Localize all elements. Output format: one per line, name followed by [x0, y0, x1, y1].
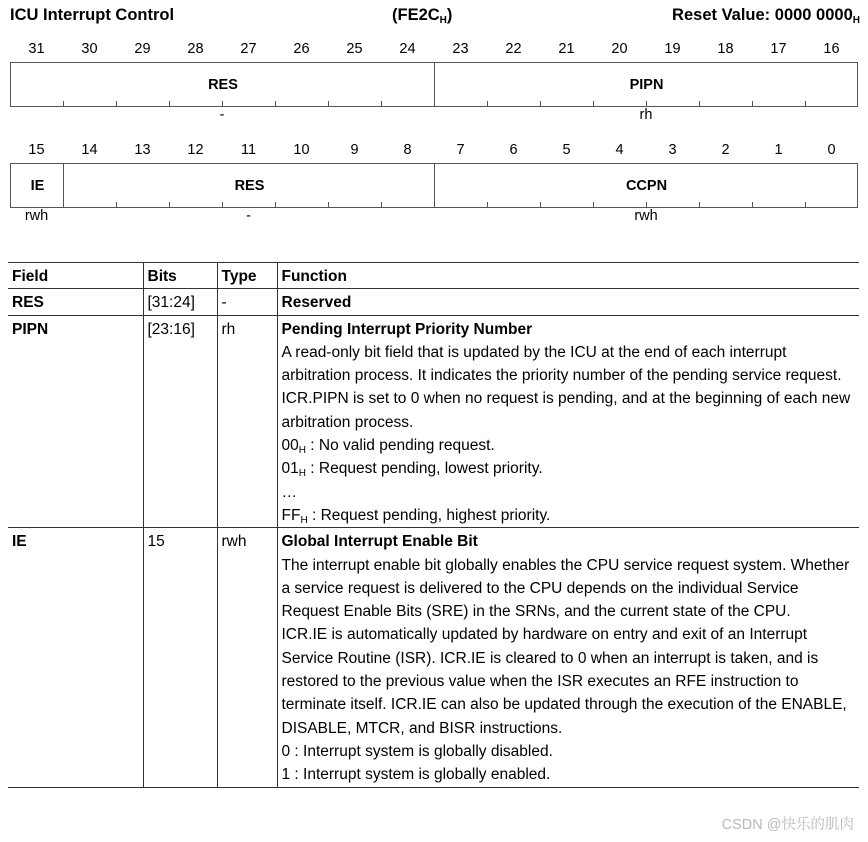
field-description-table: [8, 262, 859, 788]
row-type: -: [217, 289, 277, 315]
bit-number: 26: [293, 41, 310, 57]
bit-number: 14: [81, 142, 98, 158]
function-text: ICR.IE is automatically updated by hardware on entry and exit of an Interrupt Service Routine (ISR). ICR.IE is cleared to 0 when an interrupt is taken, and is restored to the previous value when the ISR executes an RFE instruction to terminate itself. ICR.IE can also be updated through the execution of the ENABLE, DISABLE, MTCR, and BISR instructions.: [281, 626, 847, 737]
bit-number: 6: [509, 142, 518, 158]
row-function: [277, 315, 859, 528]
access-ccpn: rwh: [634, 208, 658, 224]
value-line: 0 : Interrupt system is globally disabled.: [281, 742, 553, 760]
access-ie: rwh: [24, 208, 49, 224]
bit-number: 0: [827, 142, 836, 158]
row-type: rwh: [217, 528, 277, 787]
bit-number: 27: [240, 41, 257, 57]
value-line: 1 : Interrupt system is globally enabled.: [281, 766, 551, 784]
table-row: [8, 289, 859, 315]
bit-number: 12: [187, 142, 204, 158]
header-function: Function: [277, 263, 859, 289]
field-pipn: PIPN: [434, 63, 858, 106]
header-bits: Bits: [143, 263, 217, 289]
bit-number: 30: [81, 41, 98, 57]
row-bits: 15: [143, 528, 217, 787]
access-res-upper: -: [219, 107, 225, 123]
bit-number: 15: [28, 142, 45, 158]
header-type: Type: [217, 263, 277, 289]
table-row: [8, 528, 859, 787]
function-title: Global Interrupt Enable Bit: [281, 533, 478, 551]
header-field: Field: [8, 263, 143, 289]
field-ie: IE: [30, 177, 45, 194]
value-line: $01_H$ : Request pending, lowest priority.: [281, 460, 543, 480]
upper-bit-numbers: [10, 41, 858, 61]
lower-bit-numbers: [10, 142, 858, 162]
bit-number: 25: [346, 41, 363, 57]
row-function-title: Reserved: [277, 289, 859, 315]
bit-number: 17: [770, 41, 787, 57]
access-pipn: rh: [639, 107, 653, 123]
bit-number: 3: [668, 142, 677, 158]
bit-number: 1: [774, 142, 783, 158]
upper-register-row: [10, 62, 858, 107]
row-function: [277, 528, 859, 787]
register-name: ICU Interrupt Control: [10, 6, 175, 24]
bit-number: 7: [456, 142, 465, 158]
bit-number: 5: [562, 142, 571, 158]
function-text: The interrupt enable bit globally enables the CPU service request system. Whether a service request is delivered to the CPU depends on the individual Service Request Enable Bits (SRE) in the SRNs, and the current state of the CPU.: [281, 556, 850, 621]
row-bits: [23:16]: [143, 315, 217, 528]
bit-number: 18: [717, 41, 734, 57]
function-text: A read-only bit field that is updated by the ICU at the end of each interrupt arbitration process. It indicates the priority number of the pending service request. ICR.PIPN is set to 0 when no request is pending, and at the beginning of each new arbitration process.: [281, 343, 851, 431]
field-res-upper: RES: [208, 76, 238, 93]
bit-number: 9: [350, 142, 359, 158]
function-title: Pending Interrupt Priority Number: [281, 320, 533, 338]
bit-number: 16: [823, 41, 840, 57]
register-address: $(FE2C_H)$: [392, 6, 453, 26]
field-ccpn: CCPN: [434, 164, 858, 207]
bit-number: 22: [505, 41, 522, 57]
bit-number: 8: [403, 142, 412, 158]
value-ellipsis: …: [281, 483, 297, 501]
field-res-lower: RES: [63, 164, 435, 207]
row-field: RES: [8, 289, 143, 315]
bit-number: 24: [399, 41, 416, 57]
bit-number: 20: [611, 41, 628, 57]
bit-number: 29: [134, 41, 151, 57]
row-field: PIPN: [8, 315, 143, 528]
bit-number: 19: [664, 41, 681, 57]
bit-number: 2: [721, 142, 730, 158]
row-field: IE: [8, 528, 143, 787]
bit-number: 11: [240, 142, 257, 158]
reset-value: Reset Value: 0000 $0000_H$: [672, 6, 860, 26]
value-line: $FF_H$ : Request pending, highest priority.: [281, 506, 551, 526]
bit-number: 21: [558, 41, 575, 57]
value-line: $00_H$ : No valid pending request.: [281, 437, 495, 457]
bit-number: 23: [452, 41, 469, 57]
bit-number: 31: [28, 41, 45, 57]
row-type: rh: [217, 315, 277, 528]
table-header-row: [8, 263, 859, 289]
bit-number: 4: [615, 142, 624, 158]
bit-number: 13: [134, 142, 151, 158]
access-res-lower: -: [246, 208, 251, 224]
watermark: CSDN @快乐的肌肉: [721, 817, 854, 833]
bit-number: 10: [293, 142, 310, 158]
table-row: [8, 315, 859, 528]
lower-register-row: [10, 163, 858, 208]
row-bits: [31:24]: [143, 289, 217, 315]
bit-number: 28: [187, 41, 204, 57]
